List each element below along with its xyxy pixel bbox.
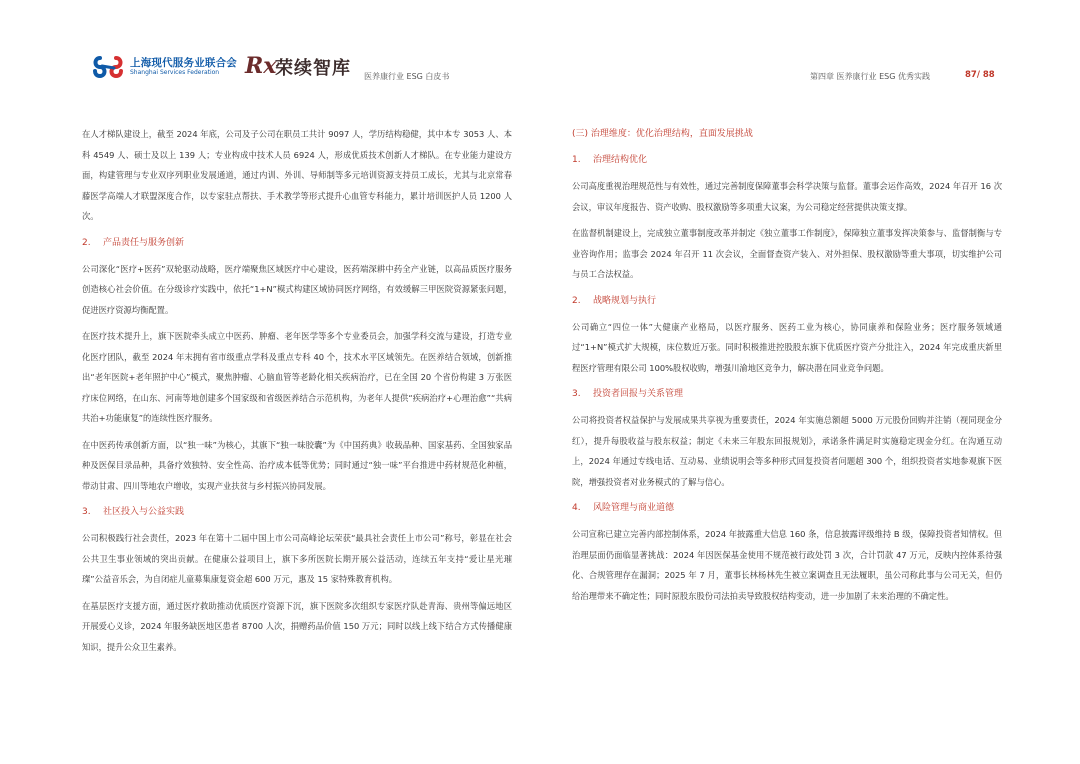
section-title: 产品责任与服务创新	[103, 237, 185, 248]
section-title: 社区投入与公益实践	[103, 507, 185, 517]
section-number: 3.	[82, 507, 91, 517]
talent-paragraph: 在人才梯队建设上，截至 2024 年底，公司及子公司在职员工共计 9097 人，学历结构稳健，其中本专 3053 人、本科 4549 人、硕士及以上 139 人；专业构成中技术人员 6924 人，形成优质技术创新人才梯队。在专业能力建设方面，构建管理与专业双序列职业发展通道，通过内训、外训、导师制等多元培训资源支持员工成长，尤其与北京常春藤医学高端人才联盟深度合作，以专家驻点帮扶、手术教学等形式提升心血管专科能力，累计培训医护人员 1200 人次。	[82, 129, 512, 221]
section-heading-structure	[572, 150, 1002, 170]
paragraph: 在基层医疗支援方面，通过医疗救助推动优质医疗资源下沉，旗下医院多次组织专家医疗队赴青海、贵州等偏远地区开展爱心义诊，2024 年服务缺医地区患者 8700 人次，捐赠药品价值 150 万元；同时以线上线下结合方式传播健康知识，提升公众卫生素养。	[82, 600, 512, 652]
org-name-cn: 上海现代服务业联合会	[130, 57, 237, 69]
paragraph: 公司高度重视治理规范性与有效性，通过完善制度保障董事会科学决策与监督。董事会运作高效，2024 年召开 16 次会议，审议年度报告、资产收购、股权激励等多项重大议案，为公司稳定经营提供决策支撑。	[572, 181, 1002, 212]
section-title: 投资者回报与关系管理	[593, 389, 684, 399]
paragraph: 在中医药传承创新方面，以“独一味”为核心，其旗下“独一味胶囊”为《中国药典》收载品种、国家基药、全国独家品种及医保目录品种，具备疗效独特、安全性高、治疗成本低等优势；同时通过“独一味”平台推进中药材规范化种植，带动甘肃、四川等地农户增收，实现产业扶贫与乡村振兴协同发展。	[82, 439, 512, 491]
section-heading-strategy	[572, 291, 1002, 311]
paragraph: 公司宣称已建立完善内部控制体系，2024 年披露重大信息 160 条，信息披露评级维持 B 级，保障投资者知情权。但治理层面仍面临显著挑战：2024 年因医保基金使用不规范被行政处罚 3 次，合计罚款 47 万元，反映内控体系待强化、合规管理存在漏洞；2025 年 7 月，董事长林杨林先生被立案调查且无法履职，虽公司称此事与公司无关，但仍给治理带来不确定性；同时原股东股份司法拍卖导致股权结构变动，进一步加剧了未来治理的不确定性。	[572, 529, 1002, 601]
book-title: 医养康行业 ESG 白皮书	[364, 72, 450, 81]
paragraph: 公司积极践行社会责任，2023 年在第十二届中国上市公司高峰论坛荣获“最具社会责任上市公司”称号，彰显在社会公共卫生事业领域的突出贡献。在健康公益项目上，旗下多所医院长期开展公益活动，连续五年支持“爱让星光璀璨”公益音乐会，为自闭症儿童募集康复资金超 600 万元，惠及 15 家特殊教育机构。	[82, 533, 512, 584]
right-column	[572, 124, 1002, 612]
paragraph: 在监督机制建设上，完成独立董事制度改革并制定《独立董事工作制度》，保障独立董事发挥决策参与、监督制衡与专业咨询作用；监事会 2024 年召开 11 次会议，全面督查资产装入、对外担保、股权激励等重大事项，切实维护公司与员工合法权益。	[572, 228, 1002, 279]
brand-name: 荣续智库	[275, 58, 351, 79]
chapter-title: 第四章 医养康行业 ESG 优秀实践	[810, 72, 930, 81]
paragraph: 在医疗技术提升上，旗下医院牵头成立中医药、肿瘤、老年医学等多个专业委员会，加强学科交流与建设，打造专业化医疗团队，截至 2024 年末拥有省市级重点学科及重点专科 40 个，技术水平区域领先。在医养结合领域，创新推出“老年医院+老年照护中心”模式，聚焦肿瘤、心脑血管等老龄化相关疾病治疗，已在全国 20 个省份构建 3 万张医疗床位网络，在山东、河南等地创建多个国家级和省级医养结合示范机构，为老年人提供“疾病治疗+心理治愈”“共病共治+功能康复”的连续性医疗服务。	[82, 331, 512, 423]
paragraph: 公司深化“医疗+医药”双轮驱动战略，医疗端聚焦区域医疗中心建设，医药端深耕中药全产业链，以高品质医疗服务创造核心社会价值。在分级诊疗实践中，依托“1+N”模式构建区域协同医疗网络，有效缓解三甲医院资源紧张问题，促进医疗资源均衡配置。	[82, 263, 512, 315]
section-heading-community	[82, 502, 512, 522]
section-number: 2.	[572, 295, 581, 306]
page-header	[0, 0, 1080, 100]
ssf-logo-icon	[92, 54, 124, 80]
section-title: 战略规划与执行	[593, 295, 657, 306]
brand-mark: Rx	[245, 53, 277, 79]
paragraph: 公司将投资者权益保护与发展成果共享视为重要责任，2024 年实施总额超 5000 万元股份回购并注销（视同现金分红），提升每股收益与股东权益；制定《未来三年股东回报规划》，承诺条件满足时实施稳定现金分红。在沟通互动上，2024 年通过专线电话、互动易、业绩说明会等多种形式回复投资者问题超 300 个，组织投资者实地参观旗下医院，增强投资者对业务模式的了解与信心。	[572, 415, 1002, 487]
org-name-en: Shanghai Services Federation	[130, 69, 220, 76]
page-number: 87/ 88	[965, 70, 995, 80]
governance-heading: (三) 治理维度：优化治理结构，直面发展挑战	[572, 129, 753, 139]
section-heading-product	[82, 233, 512, 253]
section-title: 风险管理与商业道德	[593, 503, 675, 513]
section-heading-investor	[572, 384, 1002, 404]
section-number: 3.	[572, 389, 581, 399]
paragraph: 公司确立“四位一体”大健康产业格局，以医疗服务、医药工业为核心，协同康养和保险业务；医疗服务领域通过“1+N”模式扩大规模，床位数近万张。同时积极推进控股股东旗下优质医疗资产分批注入，2024 年完成重庆新里程医疗管理有限公司 100%股权收购，增强川渝地区竞争力，解决潜在同业竞争问题。	[572, 321, 1002, 373]
section-heading-risk	[572, 498, 1002, 518]
section-title: 治理结构优化	[593, 155, 648, 165]
left-column	[82, 124, 512, 663]
ssf-logo	[92, 54, 237, 80]
section-number: 1.	[572, 155, 581, 165]
section-number: 4.	[572, 503, 581, 513]
section-number: 2.	[82, 237, 91, 248]
